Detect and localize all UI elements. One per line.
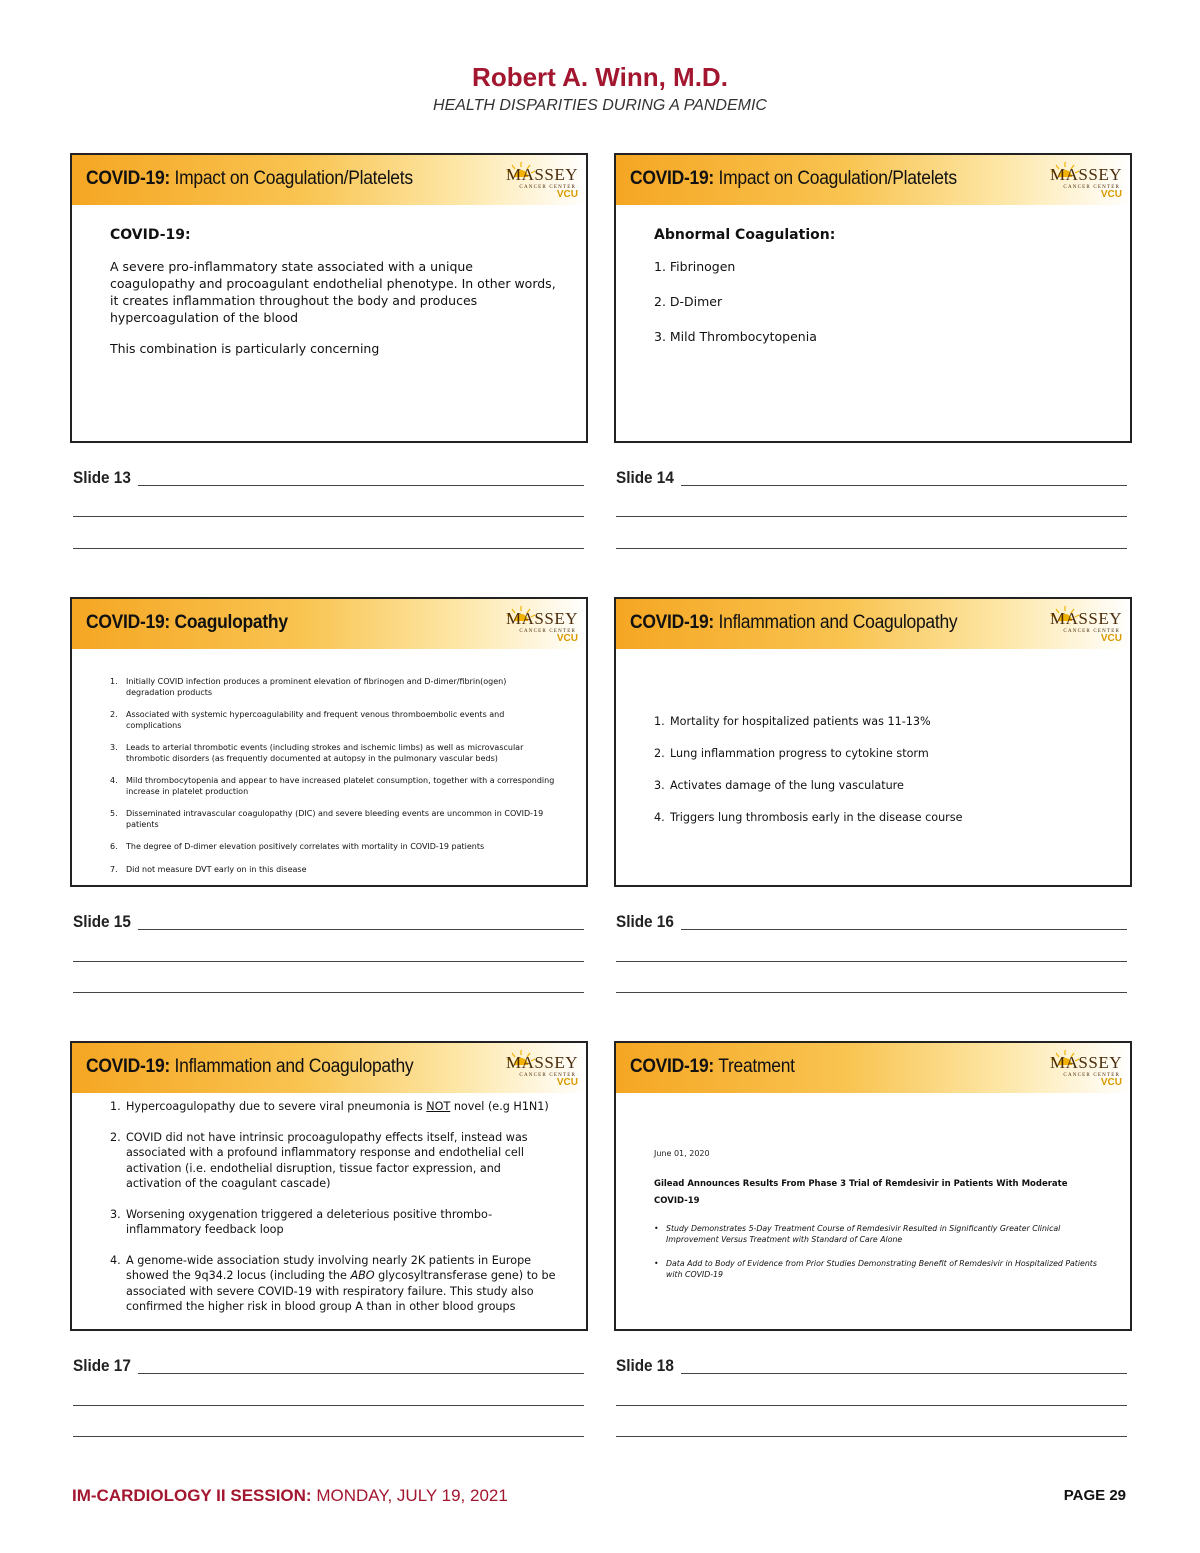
slide-title: COVID-19: Impact on Coagulation/Platelets [86, 168, 413, 189]
slide-title: COVID-19: Coagulopathy [86, 612, 288, 633]
slide-title: COVID-19: Inflammation and Coagulopathy [86, 1056, 414, 1077]
list-item: 1. Fibrinogen [654, 259, 736, 274]
list-item: 4. A genome-wide association study involving nearly 2K patients in Europe showed the 9q34.2 locus (including the ABO glycosyltransferase gene) to be associated with severe COVID-19 with respiratory failure. This study also confirmed the higher risk in blood group A than in other blood groups [110, 1253, 556, 1313]
list-item: 1. Mortality for hospitalized patients was 11-13% [654, 715, 931, 728]
notes-line [616, 992, 1127, 993]
notes-line [73, 516, 584, 517]
page-number: PAGE 29 [1063, 1487, 1126, 1504]
massey-logo: MASSEY CANCER CENTER VCU [1048, 161, 1122, 201]
slide-title: COVID-19: Treatment [630, 1056, 795, 1077]
list-item: 2. Lung inflammation progress to cytokine storm [654, 747, 929, 760]
session-footer: IM-CARDIOLOGY II SESSION: MONDAY, JULY 19, 2021 [72, 1486, 508, 1505]
slide-body [654, 713, 1100, 841]
notes-line [681, 1373, 1127, 1374]
slide-16-notes-label: Slide 16 [616, 912, 674, 931]
list-item: 1. Initially COVID infection produces a prominent elevation of fibrinogen and D-dimer/fibrin(ogen) degradation products [110, 677, 507, 697]
slide-13-notes-label: Slide 13 [73, 468, 131, 487]
slide-15 [70, 597, 588, 887]
notes-line [73, 1405, 584, 1406]
slide-title: COVID-19: Inflammation and Coagulopathy [630, 612, 958, 633]
notes-line [138, 1373, 584, 1374]
notes-line [138, 485, 584, 486]
notes-line [73, 1436, 584, 1437]
notes-line [681, 929, 1127, 930]
slide-17 [70, 1041, 588, 1331]
massey-logo: MASSEY CANCER CENTER VCU [504, 161, 578, 201]
list-item: 3. Mild Thrombocytopenia [654, 329, 817, 344]
list-item: 3. Worsening oxygenation triggered a deleterious positive thrombo-inflammatory feedback loop [110, 1207, 493, 1236]
notes-line [73, 992, 584, 993]
slide-title: COVID-19: Impact on Coagulation/Platelets [630, 168, 957, 189]
list-item: 2. Associated with systemic hypercoagulability and frequent venous thromboembolic events and complications [110, 710, 505, 730]
slide-13 [70, 153, 588, 443]
notes-line [73, 961, 584, 962]
slide-body [110, 1099, 556, 1330]
notes-line [73, 548, 584, 549]
notes-line [138, 929, 584, 930]
list-item: 3. Activates damage of the lung vasculature [654, 779, 904, 792]
notes-line [681, 485, 1127, 486]
list-item: 6. The degree of D-dimer elevation positively correlates with mortality in COVID-19 patients [110, 842, 485, 851]
press-date: June 01, 2020 [654, 1149, 710, 1158]
slide-header [72, 1043, 586, 1093]
slide-header [72, 599, 586, 649]
massey-logo: MASSEY CANCER CENTER VCU [504, 605, 578, 645]
slide-18 [614, 1041, 1132, 1331]
slide-16 [614, 597, 1132, 887]
slide-header [72, 155, 586, 205]
list-item: 5. Disseminated intravascular coagulopathy (DIC) and severe bleeding events are uncommon in COVID-19 patients [110, 809, 544, 829]
list-item: • Data Add to Body of Evidence from Prior Studies Demonstrating Benefit of Remdesivir in Hospitalized Patients with COVID-19 [654, 1259, 1097, 1279]
notes-line [616, 961, 1127, 962]
slide-header [616, 1043, 1130, 1093]
page-title: Robert A. Winn, M.D. [472, 62, 728, 92]
slide-body: COVID-19: A severe pro-inflammatory state associated with a unique coagulopathy and procoagulant endothelial phenotype. In other words, it creates inflammation throughout the body and produces hypercoagulation of the blood This combination is particularly concerning [110, 227, 556, 356]
slide-15-notes-label: Slide 15 [73, 912, 131, 931]
slide-18-notes-label: Slide 18 [616, 1356, 674, 1375]
slide-14-notes-label: Slide 14 [616, 468, 674, 487]
slide-17-notes-label: Slide 17 [73, 1356, 131, 1375]
list-item: 7. Did not measure DVT early on in this disease [110, 864, 307, 874]
notes-line [616, 1436, 1127, 1437]
press-headline: Gilead Announces Results From Phase 3 Trial of Remdesivir in Patients With Moderate COVID-19 [654, 1179, 1068, 1206]
slide-14 [614, 153, 1132, 443]
list-item: 4. Mild thrombocytopenia and appear to have increased platelet consumption, together with a corresponding increase in platelet production [110, 776, 555, 796]
massey-logo: MASSEY CANCER CENTER VCU [1048, 605, 1122, 645]
list-item: • Study Demonstrates 5-Day Treatment Course of Remdesivir Resulted in Significantly Greater Clinical Improvement Versus Treatment with Standard of Care Alone [654, 1224, 1061, 1244]
notes-line [616, 1405, 1127, 1406]
slide-header [616, 155, 1130, 205]
massey-logo: MASSEY CANCER CENTER VCU [504, 1049, 578, 1089]
slide-body: Abnormal Coagulation: 1. Fibrinogen 2. D-Dimer 3. Mild Thrombocytopenia [654, 227, 1100, 359]
notes-line [616, 548, 1127, 549]
list-item: 1. Hypercoagulopathy due to severe viral pneumonia is NOT novel (e.g H1N1) [110, 1100, 549, 1113]
page-subtitle: HEALTH DISPARITIES DURING A PANDEMIC [433, 97, 767, 114]
list-item: 2. COVID did not have intrinsic procoagulopathy effects itself, instead was associated with a profound inflammatory response and endothelial cell activation (i.e. endothelial disruption, tissue factor expression, and activation of the coagulant cascade) [110, 1130, 528, 1190]
slide-body [110, 677, 556, 887]
notes-line [616, 516, 1127, 517]
slide-header [616, 599, 1130, 649]
slide-body [654, 1145, 1100, 1294]
massey-logo: MASSEY CANCER CENTER VCU [1048, 1049, 1122, 1089]
list-item: 2. D-Dimer [654, 294, 723, 309]
list-item: 4. Triggers lung thrombosis early in the disease course [654, 811, 963, 824]
list-item: 3. Leads to arterial thrombotic events (including strokes and ischemic limbs) as well as microvascular thrombotic disorders (as frequently documented at autopsy in the pulmonary vascular beds) [110, 743, 524, 763]
